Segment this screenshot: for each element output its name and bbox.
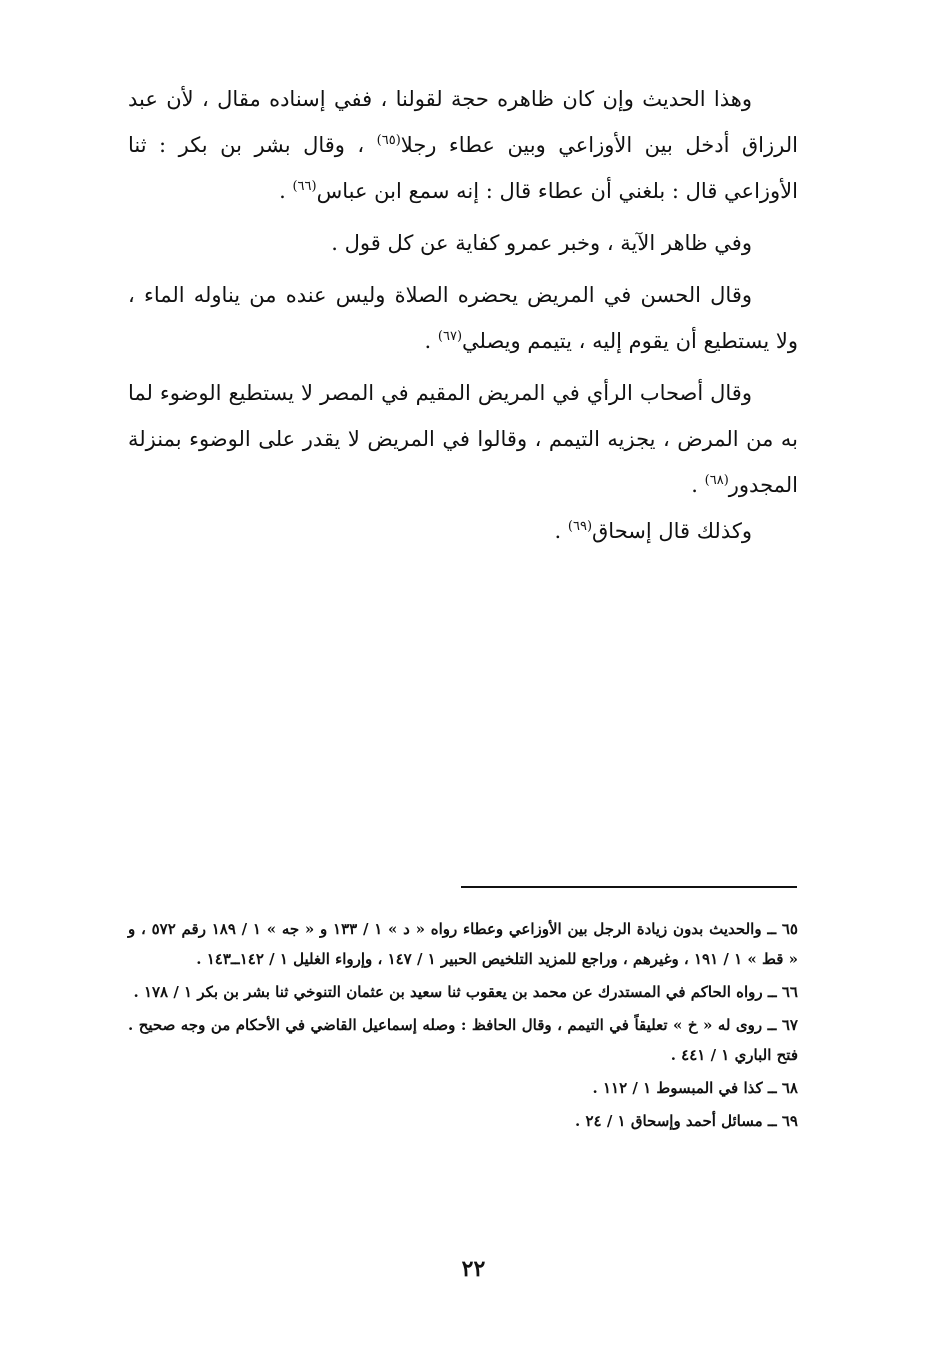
main-text (128, 76, 798, 554)
paragraph: وقال أصحاب الرأي في المريض المقيم في المصر لا يستطيع الوضوء لما به من المرض ، يجزيه التيمم ، وقالوا في المريض لا يقدر على الوضوء بمنزلة المجدور$^{(٦٨)}$ . (128, 381, 798, 497)
paragraph: وقال الحسن في المريض يحضره الصلاة وليس عنده من يناوله الماء ، ولا يستطيع أن يقوم إليه ، يتيمم ويصلي$^{(٦٧)}$ . (128, 283, 798, 353)
footnote-ref-67: (٦٧) (437, 329, 463, 344)
page-number: ٢٢ (461, 1256, 486, 1282)
footnote-ref-65: (٦٥) (376, 133, 401, 148)
footnote-ref-69: (٦٩) (567, 519, 593, 534)
footnote-66: ٦٦ ــ رواه الحاكم في المستدرك عن محمد بن يعقوب ثنا سعيد بن عثمان التنوخي ثنا بشر بن بكر ١ / ١٧٨ . (133, 983, 798, 1001)
footnote-67: ٦٧ ــ روى له « خ » تعليقاً في التيمم ، وقال الحافظ : وصله إسماعيل القاضي في الأحكام من وجه صحيح . فتح الباري ١ / ٤٤١ . (128, 1016, 798, 1064)
paragraph: وفي ظاهر الآية ، وخبر عمرو كفاية عن كل قول . (331, 231, 752, 255)
footnote-68: ٦٨ ــ كذا في المبسوط ١ / ١١٢ . (592, 1079, 798, 1097)
footnote-65: ٦٥ ــ والحديث بدون زيادة الرجل بين الأوزاعي وعطاء رواه « د » ١ / ١٣٣ و « جه » ١ / ١٨٩ رقم ٥٧٢ ، و « قط » ١ / ١٩١ ، وغيرهم ، وراجع للمزيد التلخيص الحبير ١ / ١٤٧ ، وإرواء الغليل ١ / ١٤٢ــ١٤٣ . (128, 920, 798, 968)
footnote-separator (461, 886, 797, 888)
paragraph: وهذا الحديث وإن كان ظاهره حجة لقولنا ، ففي إسناده مقال ، لأن عبد الرزاق أدخل بين الأوزاعي وبين عطاء رجلا$^{(٦٥)}$ ، وقال بشر بن بكر : ثنا الأوزاعي قال : بلغني أن عطاء قال : إنه سمع ابن عباس$^{(٦٦)}$ . (128, 87, 798, 203)
footnote-ref-68: (٦٨) (704, 473, 729, 488)
footnotes (128, 914, 798, 1139)
paragraph: وكذلك قال إسحاق$^{(٦٩)}$ . (554, 519, 752, 543)
footnote-ref-66: (٦٦) (292, 179, 317, 194)
footnote-69: ٦٩ ــ مسائل أحمد وإسحاق ١ / ٢٤ . (575, 1112, 798, 1130)
